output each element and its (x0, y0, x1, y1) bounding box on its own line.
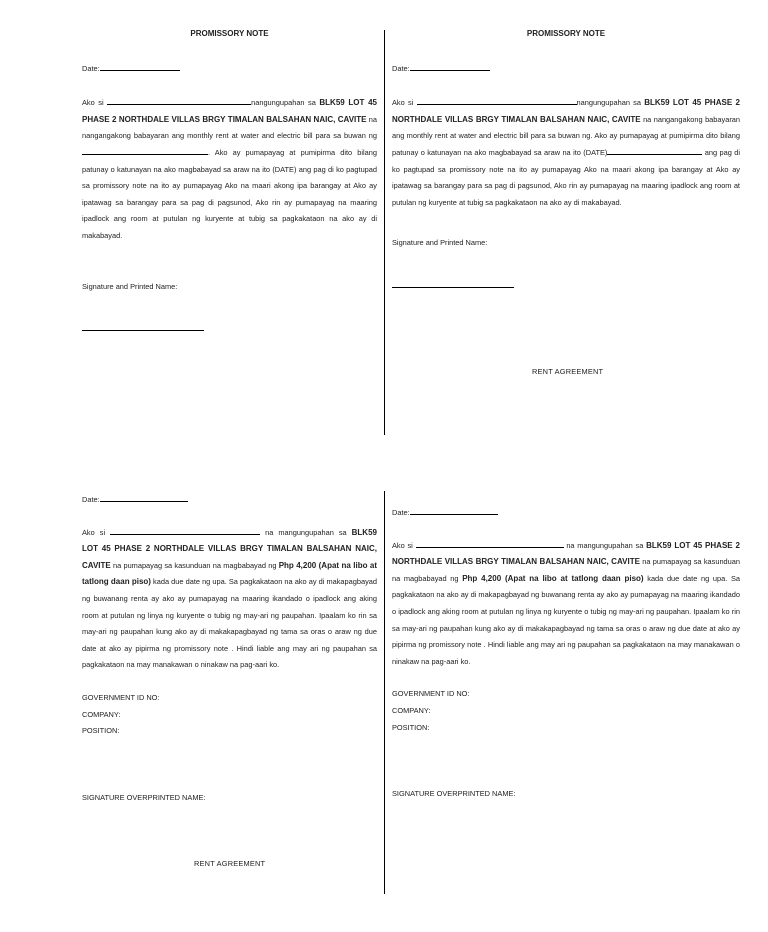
position-label: POSITION: (82, 726, 120, 736)
date-row (82, 61, 377, 78)
footer-rent-agreement: RENT AGREEMENT (194, 859, 266, 869)
agreement-body: Ako si na mangungupahan sa BLK59 LOT 45 PHASE 2 NORTHDALE VILLAS BRGY TIMALAN BALSAHAN NAIC, CAVITE na pumapayag sa kasunduan na magbabayad ng Php 4,200 (Apat na libo at tatlong daan piso) kada due date ng upa. Sa pagkakataon na ako ay di makapagbayad ng buwanang renta ay ako ay pumapayag na maaring ikandado o ipadlock ang aking room at putulan ng linya ng kuryente o tubig ng may-ari ng paupahan. Ipaalam ko rin sa may-ari ng paupahan kung ako ay di makakapagbayad ng tama sa oras o araw ng due date at ako ay pipirma ng promissory note . Hindi liable ang may ari ng paupahan sa pagkakataon na may manakawan o ninakaw na pag-aari ko. (392, 540, 741, 666)
signature-label: Signature and Printed Name: (392, 238, 488, 248)
gov-id-label: GOVERNMENT ID NO: (82, 692, 160, 702)
promissory-note-right (392, 26, 740, 381)
month-field[interactable] (82, 146, 208, 155)
rent-agreement-right (392, 505, 740, 803)
date-label: Date: (392, 508, 410, 517)
date-field[interactable] (100, 62, 180, 71)
note-body: Ako si nangungupahan sa BLK59 LOT 45 PHASE 2 NORTHDALE VILLAS BRGY TIMALAN BALSAHAN NAIC, CAVITE na nangangakong babayaran ang monthly rent at water and electric bill para sa buwan ng. Ako ay pumapayag at pumipirma dito bilang patunay o katunayan na ako magbabayad sa araw na ito (DATE) ang pag di ko pagtupad sa promissory note na ito ay pumapayag Ako na maari akong ipa barangay at Ako ay ipatawag sa barangay para sa pag di pagsunod, Ako rin ay pumapayag na maaring ipadlock ang room at putulan ng kuryente at tubig sa pagkakataon na ako ay di makabayad. (82, 98, 378, 240)
date-field[interactable] (410, 62, 490, 71)
position-label: POSITION: (392, 722, 430, 732)
name-field[interactable] (417, 96, 577, 105)
name-field[interactable] (416, 539, 564, 548)
date-row (392, 61, 740, 78)
address: BLK59 LOT 45 PHASE 2 NORTHDALE VILLAS BRGY TIMALAN BALSAHAN NAIC, CAVITE (392, 98, 740, 124)
amount: Php 4,200 (Apat na libo at tatlong daan piso) (82, 560, 377, 587)
name-field[interactable] (107, 96, 251, 105)
amount: Php 4,200 (Apat na libo at tatlong daan piso) (462, 573, 644, 583)
promissory-note-left (82, 26, 377, 331)
divider-bottom (384, 491, 385, 894)
signature-line[interactable] (82, 329, 204, 331)
date-field[interactable] (100, 493, 188, 502)
note-body: Ako si nangungupahan sa BLK59 LOT 45 PHASE 2 NORTHDALE VILLAS BRGY TIMALAN BALSAHAN NAIC, CAVITE na nangangakong babayaran ang monthly rent at water and electric bill para sa buwan ng. Ako ay pumapayag at pumipirma dito bilang patunay o katunayan na ako magbabayad sa araw na ito (DATE) ang pag di ko pagtupad sa promissory note na ito ay pumapayag Ako na maari akong ipa barangay at Ako ay ipatawag sa barangay para sa pag di pagsunod, Ako rin ay pumapayag na maaring ipadlock ang room at putulan ng kuryente at tubig sa pagkakataon na ako ay di makabayad. (392, 98, 741, 207)
date-inline-field[interactable] (607, 146, 702, 155)
date-row (82, 492, 377, 509)
note-title: PROMISSORY NOTE (190, 29, 269, 38)
footer-rent-agreement: RENT AGREEMENT (532, 366, 604, 376)
date-label: Date: (392, 63, 410, 73)
company-label: COMPANY: (392, 705, 431, 715)
signature-label: SIGNATURE OVERPRINTED NAME: (392, 789, 516, 799)
name-field[interactable] (110, 526, 260, 535)
divider-top (384, 30, 385, 435)
company-label: COMPANY: (82, 709, 121, 719)
rent-agreement-left (82, 492, 377, 873)
gov-id-label: GOVERNMENT ID NO: (392, 689, 470, 699)
address: BLK59 LOT 45 PHASE 2 NORTHDALE VILLAS BRGY TIMALAN BALSAHAN NAIC, CAVITE (82, 98, 377, 124)
date-row (392, 505, 740, 522)
date-field[interactable] (410, 506, 498, 515)
address: BLK59 LOT 45 PHASE 2 NORTHDALE VILLAS BRGY TIMALAN BALSAHAN NAIC, CAVITE (392, 540, 740, 567)
agreement-body: Ako si na mangungupahan sa BLK59 LOT 45 PHASE 2 NORTHDALE VILLAS BRGY TIMALAN BALSAHAN NAIC, CAVITE na pumapayag sa kasunduan na magbabayad ng Php 4,200 (Apat na libo at tatlong daan piso) kada due date ng upa. Sa pagkakataon na ako ay di makapagbayad ng buwanang renta ay ako ay pumapayag na maaring ikandado o ipadlock ang aking room at putulan ng linya ng kuryente o tubig ng may-ari ng paupahan. Ipaalam ko rin sa may-ari ng paupahan kung ako ay di makakapagbayad ng tama sa oras o araw ng due date at ako ay pipirma ng promissory note . Hindi liable ang may ari ng paupahan sa pagkakataon na may manakawan o ninakaw na pag-aari ko. (82, 527, 377, 670)
date-label: Date: (82, 495, 100, 504)
note-title: PROMISSORY NOTE (526, 29, 606, 38)
address: BLK59 LOT 45 PHASE 2 NORTHDALE VILLAS BRGY TIMALAN BALSAHAN NAIC, CAVITE (82, 527, 377, 570)
signature-label: SIGNATURE OVERPRINTED NAME: (82, 792, 206, 802)
signature-label: Signature and Printed Name: (82, 281, 178, 291)
date-label: Date: (82, 63, 100, 73)
